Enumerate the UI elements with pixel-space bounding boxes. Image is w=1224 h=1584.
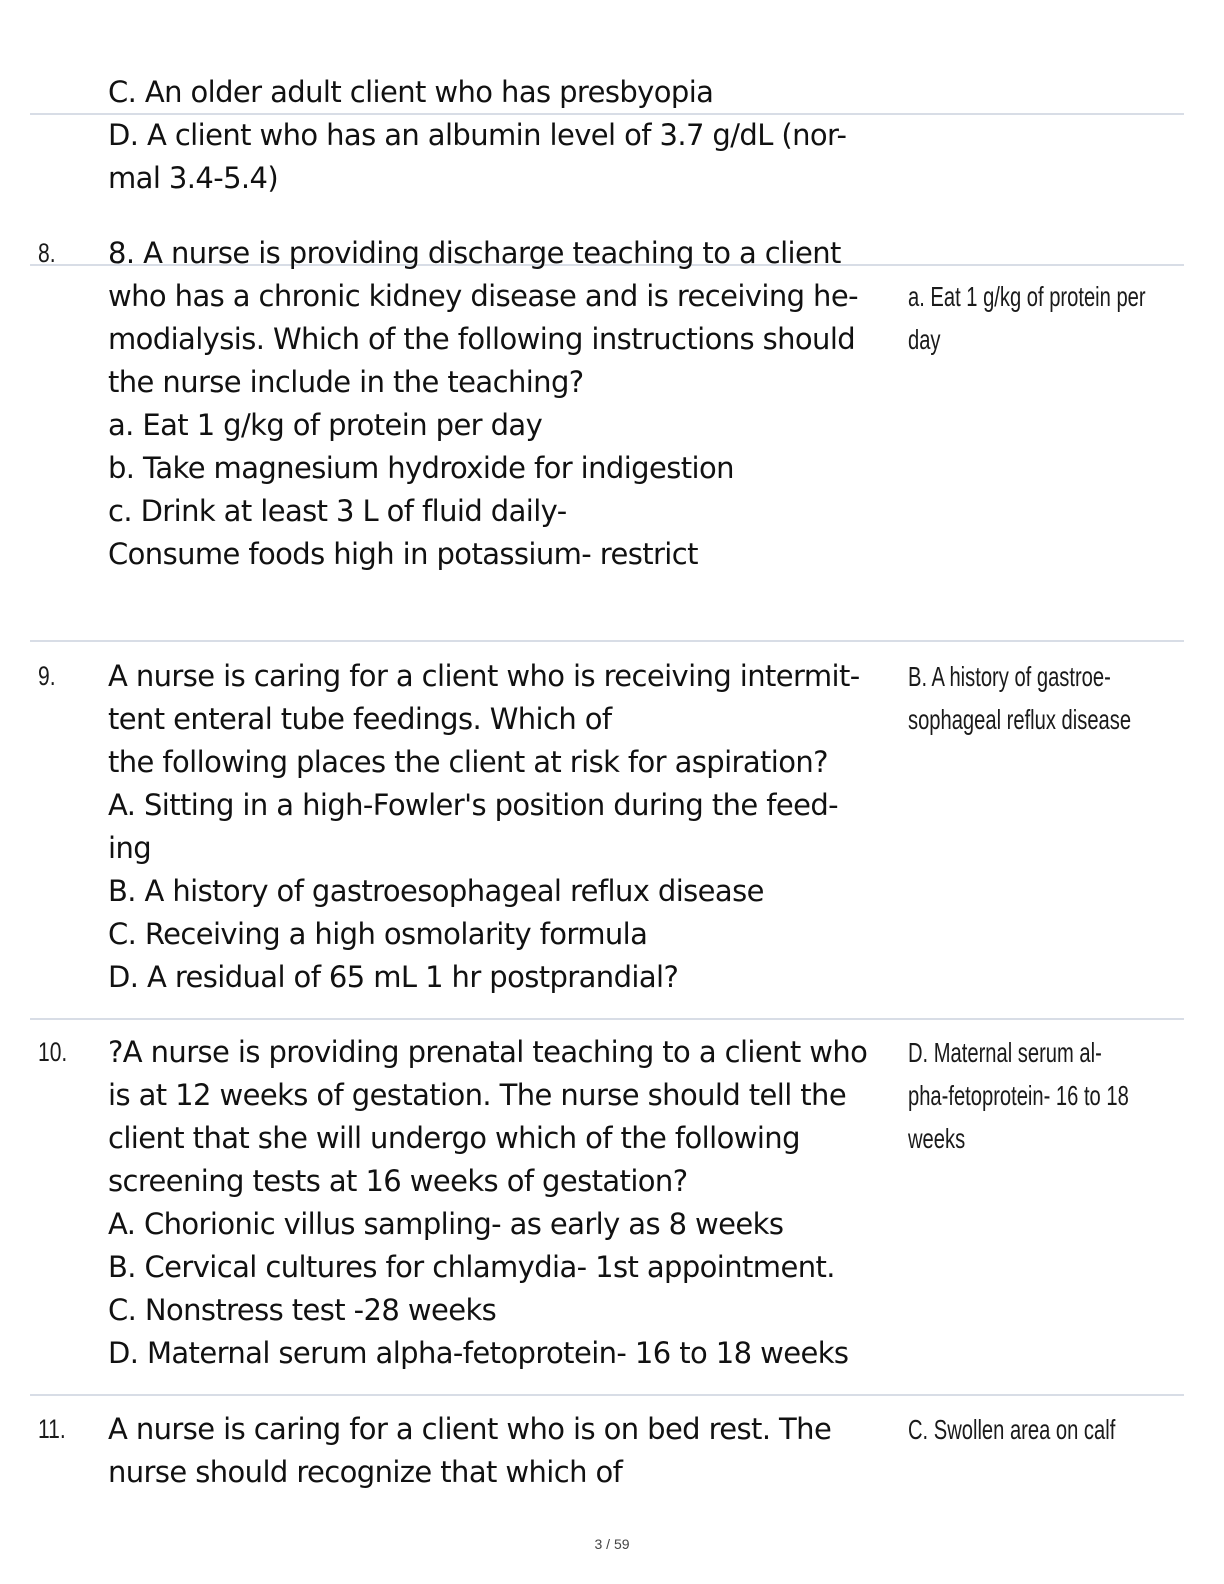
option-line: A. Sitting in a high-Fowler's position during the feed-: [108, 788, 839, 822]
question-line: who has a chronic kidney disease and is receiving he-: [108, 279, 858, 313]
question-line: is at 12 weeks of gestation. The nurse should tell the: [108, 1078, 847, 1112]
question-text: [108, 1031, 903, 1375]
question-line: 8. A nurse is providing discharge teaching to a client: [108, 236, 841, 270]
answer-line: weeks: [908, 1123, 966, 1154]
page-number: 3 / 59: [594, 1536, 630, 1552]
carryover-text: [108, 71, 903, 200]
option-line: a. Eat 1 g/kg of protein per day: [108, 408, 543, 442]
question-line: the following places the client at risk for aspiration?: [108, 745, 828, 779]
option-line: C. Nonstress test -28 weeks: [108, 1293, 497, 1327]
question-line: the nurse include in the teaching?: [108, 365, 584, 399]
question-text: [108, 232, 903, 576]
answer-text: [908, 655, 1182, 741]
answer-text: [908, 275, 1182, 361]
question-line: A nurse is caring for a client who is on bed rest. The: [108, 1412, 832, 1446]
option-line: ing: [108, 831, 152, 865]
row-divider: [30, 113, 1184, 115]
answer-line: day: [908, 324, 941, 355]
question-number: 11.: [38, 1414, 66, 1444]
question-number: 8.: [38, 238, 56, 268]
answer-line: a. Eat 1 g/kg of protein per: [908, 281, 1146, 312]
answer-text: [908, 1408, 1182, 1451]
option-line: D. Maternal serum alpha-fetoprotein- 16 to 18 weeks: [108, 1336, 849, 1370]
question-line: tent enteral tube feedings. Which of: [108, 702, 612, 736]
question-line: client that she will undergo which of the following: [108, 1121, 800, 1155]
option-line: Consume foods high in potassium- restrict: [108, 537, 698, 571]
question-number: 10.: [38, 1037, 68, 1067]
question-text: [108, 655, 903, 999]
question-line: screening tests at 16 weeks of gestation?: [108, 1164, 688, 1198]
option-line: B. A history of gastroesophageal reflux disease: [108, 874, 764, 908]
option-line: C. Receiving a high osmolarity formula: [108, 917, 648, 951]
answer-line: D. Maternal serum al-: [908, 1037, 1102, 1068]
question-line: ?A nurse is providing prenatal teaching to a client who: [108, 1035, 868, 1069]
option-line: A. Chorionic villus sampling- as early as 8 weeks: [108, 1207, 784, 1241]
row-divider: [30, 640, 1184, 642]
answer-line: sophageal reflux disease: [908, 704, 1132, 735]
option-line: mal 3.4-5.4): [108, 161, 279, 195]
question-number: 9.: [38, 661, 56, 691]
option-line: c. Drink at least 3 L of fluid daily-: [108, 494, 567, 528]
option-line: D. A client who has an albumin level of 3.7 g/dL (nor-: [108, 118, 847, 152]
question-line: modialysis. Which of the following instructions should: [108, 322, 856, 356]
option-line: D. A residual of 65 mL 1 hr postprandial?: [108, 960, 679, 994]
row-divider: [30, 1394, 1184, 1396]
option-line: C. An older adult client who has presbyopia: [108, 75, 714, 109]
answer-line: pha-fetoprotein- 16 to 18: [908, 1080, 1129, 1111]
question-line: nurse should recognize that which of: [108, 1455, 623, 1489]
answer-text: [908, 1031, 1182, 1160]
answer-line: C. Swollen area on calf: [908, 1414, 1116, 1445]
row-divider: [30, 1018, 1184, 1020]
option-line: B. Cervical cultures for chlamydia- 1st appointment.: [108, 1250, 835, 1284]
question-text: [108, 1408, 903, 1494]
option-line: b. Take magnesium hydroxide for indigestion: [108, 451, 734, 485]
answer-line: B. A history of gastroe-: [908, 661, 1111, 692]
question-line: A nurse is caring for a client who is receiving intermit-: [108, 659, 860, 693]
